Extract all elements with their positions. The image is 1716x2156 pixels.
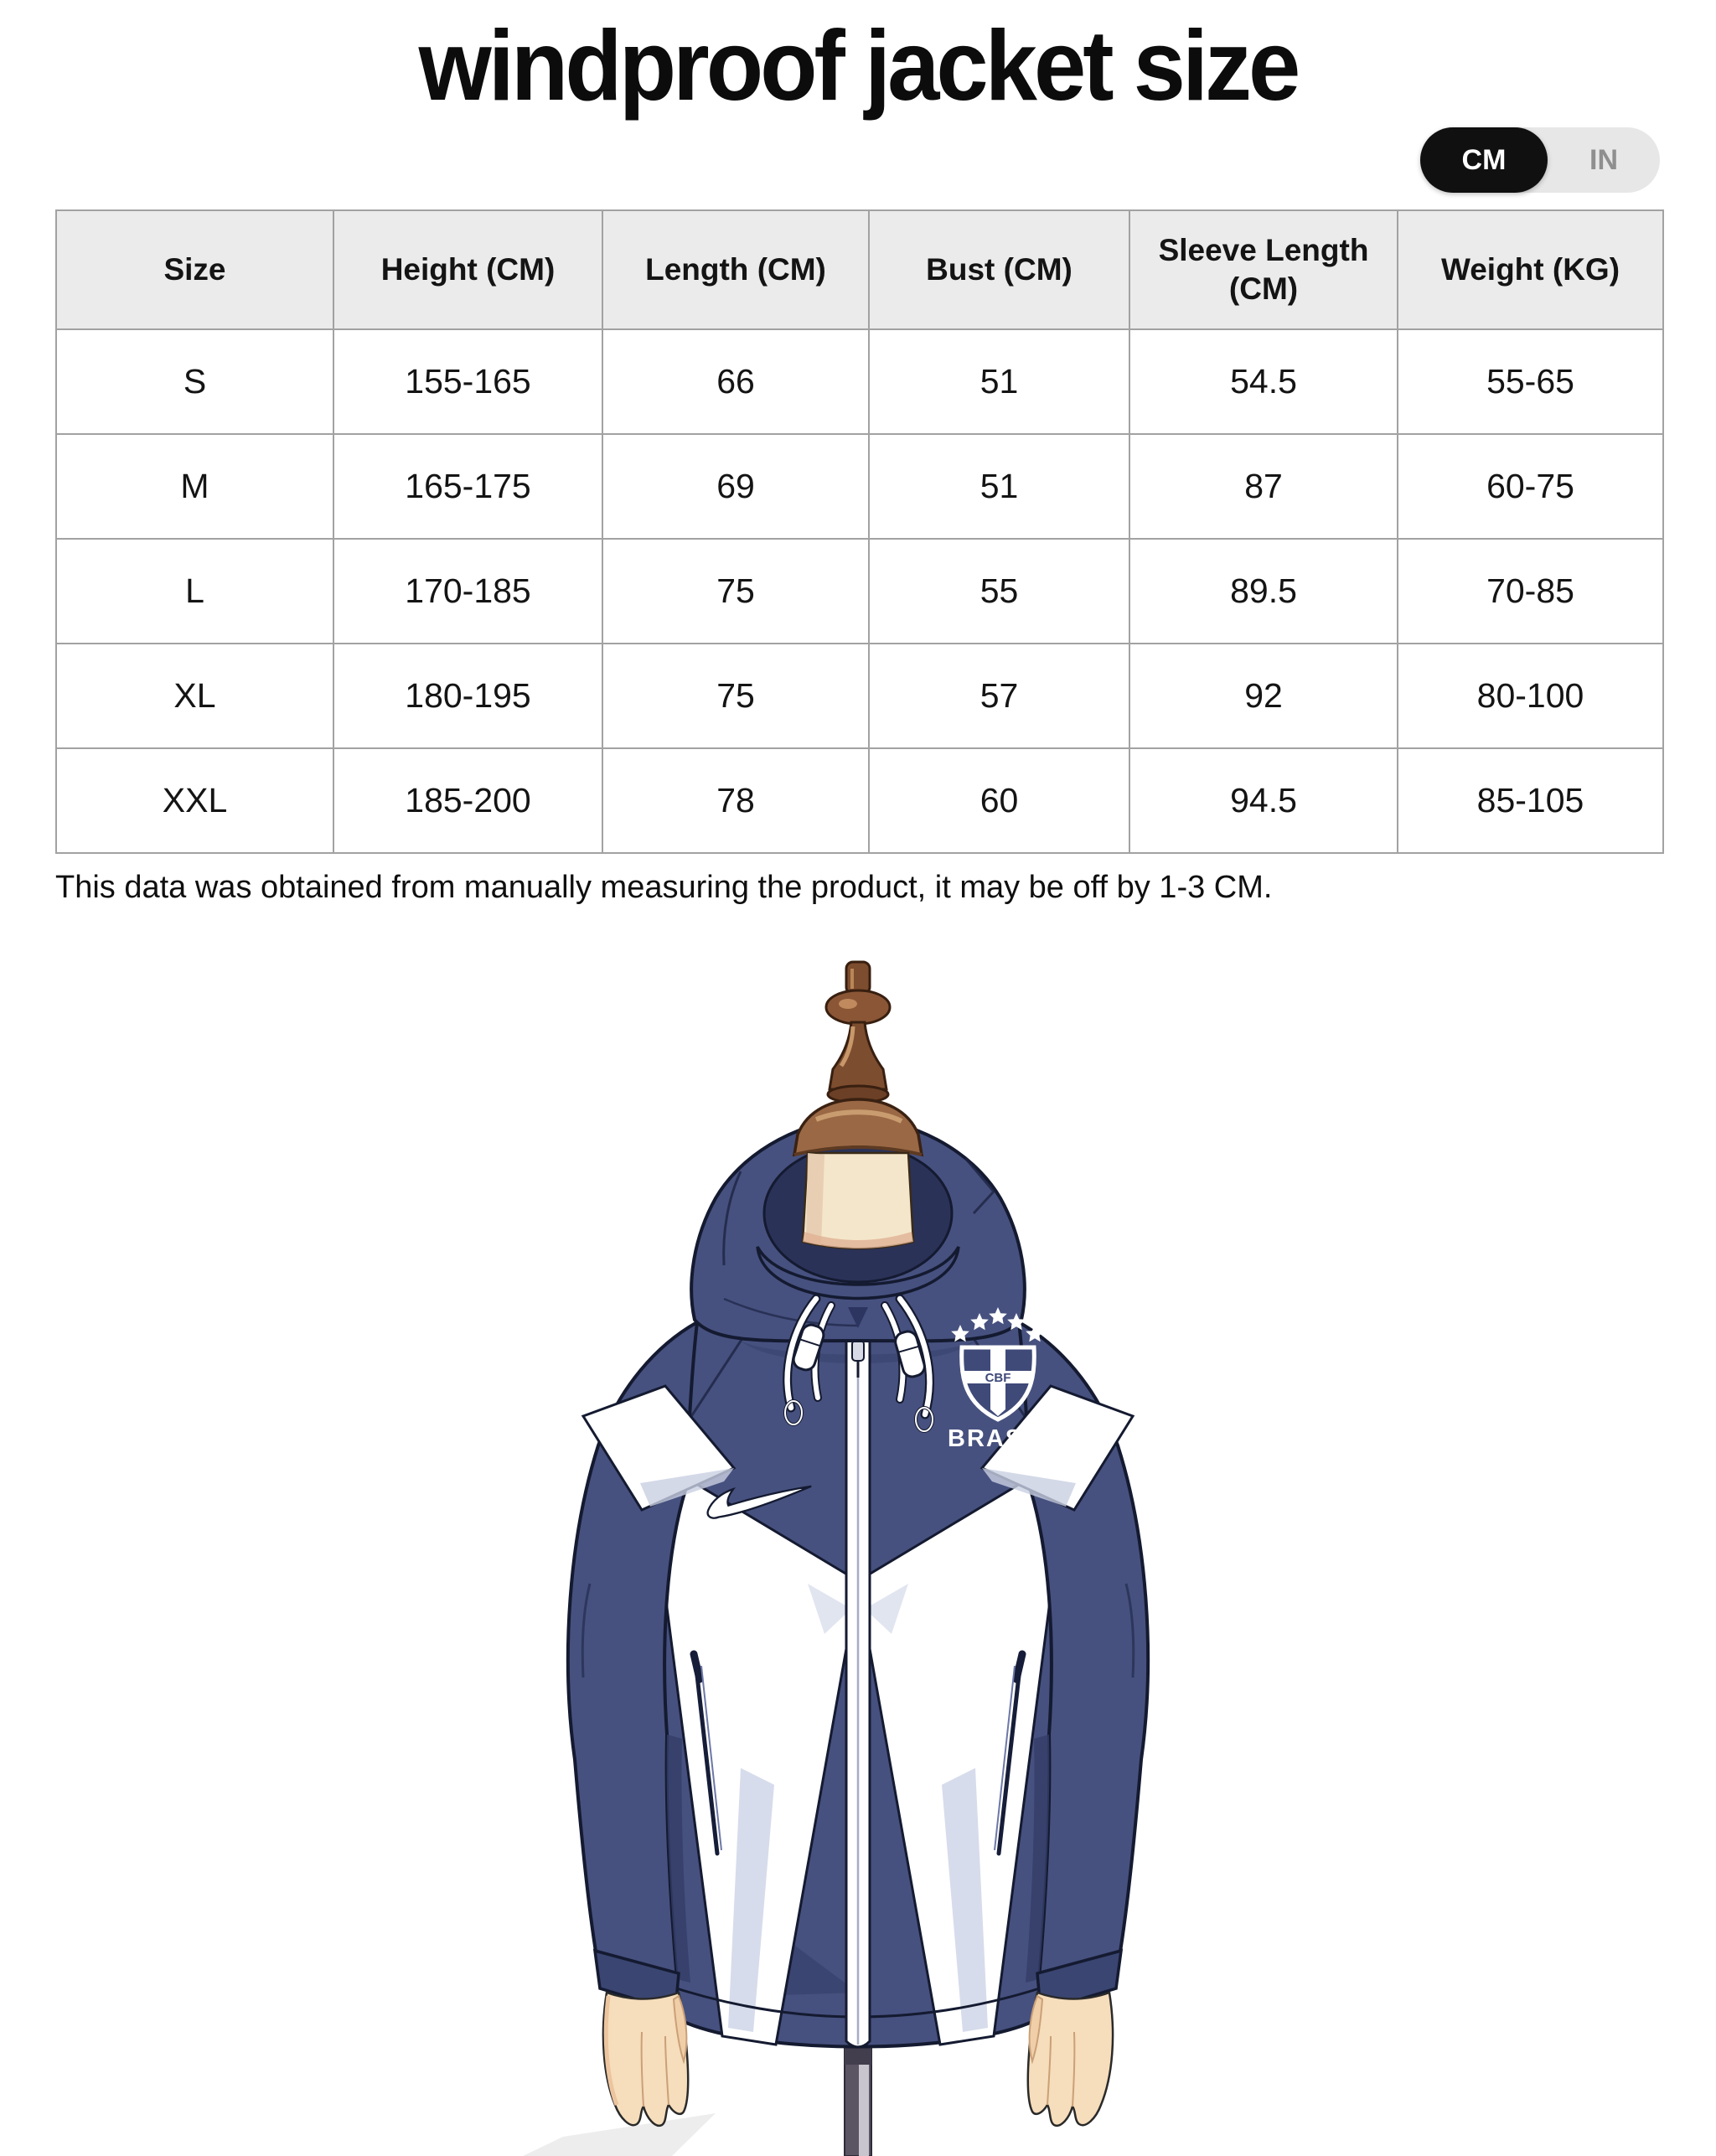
table-cell: 66 (602, 329, 869, 434)
mannequin-cap (794, 1099, 922, 1155)
table-cell: XXL (56, 748, 333, 853)
floor-shadow (523, 2113, 716, 2156)
table-cell: 75 (602, 644, 869, 748)
unit-toggle (1420, 127, 1660, 193)
table-row (56, 748, 1663, 853)
stand-pole (845, 2036, 871, 2156)
table-cell: 55-65 (1398, 329, 1663, 434)
jacket-hood (691, 962, 1025, 1341)
table-cell: S (56, 329, 333, 434)
table-cell: 69 (602, 434, 869, 539)
table-cell: 94.5 (1129, 748, 1398, 853)
column-header: Size (56, 210, 333, 329)
table-header-row (56, 210, 1663, 329)
table-cell: 80-100 (1398, 644, 1663, 748)
table-cell: 51 (869, 434, 1129, 539)
table-cell: 54.5 (1129, 329, 1398, 434)
column-header: Height (CM) (333, 210, 602, 329)
mannequin-finial (826, 962, 890, 1113)
table-row (56, 644, 1663, 748)
table-cell: 78 (602, 748, 869, 853)
table-cell: 89.5 (1129, 539, 1398, 644)
unit-option-in[interactable]: IN (1548, 127, 1660, 193)
table-cell: 92 (1129, 644, 1398, 748)
table-cell: XL (56, 644, 333, 748)
table-cell: 170-185 (333, 539, 602, 644)
column-header: Sleeve Length (CM) (1129, 210, 1398, 329)
column-header: Length (CM) (602, 210, 869, 329)
table-cell: 60 (869, 748, 1129, 853)
table-cell: 57 (869, 644, 1129, 748)
table-cell: 60-75 (1398, 434, 1663, 539)
page-title: windproof jacket size (418, 10, 1298, 122)
table-cell: 165-175 (333, 434, 602, 539)
zipper (846, 1326, 870, 2047)
table-cell: 51 (869, 329, 1129, 434)
table-cell: 70-85 (1398, 539, 1663, 644)
table-cell: 85-105 (1398, 748, 1663, 853)
table-cell: 185-200 (333, 748, 602, 853)
table-cell: 55 (869, 539, 1129, 644)
table-row (56, 434, 1663, 539)
table-cell: L (56, 539, 333, 644)
size-chart-table (55, 209, 1664, 854)
table-cell: 155-165 (333, 329, 602, 434)
table-row (56, 329, 1663, 434)
table-cell: 87 (1129, 434, 1398, 539)
crest-cbf-text: CBF (985, 1371, 1011, 1385)
table-cell: 180-195 (333, 644, 602, 748)
table-cell: M (56, 434, 333, 539)
column-header: Weight (KG) (1398, 210, 1663, 329)
unit-option-cm[interactable]: CM (1420, 127, 1548, 193)
table-row (56, 539, 1663, 644)
crest-brasil-text: BRASIL (948, 1425, 1048, 1452)
measurement-note: This data was obtained from manually measuring the product, it may be off by 1-3 CM. (55, 870, 1273, 905)
column-header: Bust (CM) (869, 210, 1129, 329)
mannequin-neck (803, 1153, 913, 1249)
table-cell: 75 (602, 539, 869, 644)
jacket-illustration (271, 947, 1445, 2156)
